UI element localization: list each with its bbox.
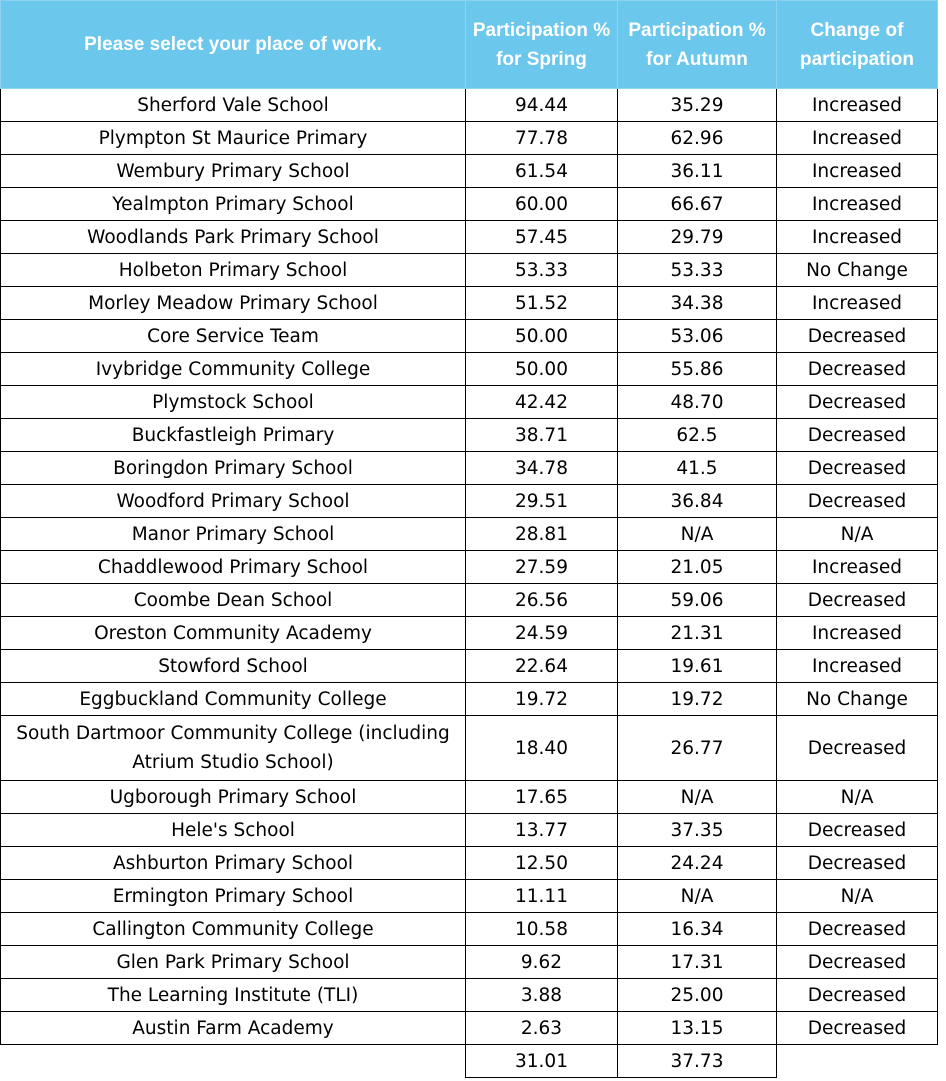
cell-change: Increased xyxy=(777,287,938,320)
cell-place: Stowford School xyxy=(1,650,466,683)
totals-blank-cell-right xyxy=(777,1045,938,1078)
table-row xyxy=(1,386,938,419)
cell-autumn: 36.84 xyxy=(618,485,777,518)
cell-spring: 18.40 xyxy=(466,716,618,781)
cell-spring: 28.81 xyxy=(466,518,618,551)
cell-change: Decreased xyxy=(777,716,938,781)
table-row xyxy=(1,946,938,979)
totals-row xyxy=(1,1045,938,1078)
cell-place: Core Service Team xyxy=(1,320,466,353)
cell-autumn: 19.72 xyxy=(618,683,777,716)
cell-place: Callington Community College xyxy=(1,913,466,946)
table-row xyxy=(1,485,938,518)
cell-change: Decreased xyxy=(777,320,938,353)
table-row xyxy=(1,155,938,188)
cell-spring: 27.59 xyxy=(466,551,618,584)
table-row xyxy=(1,419,938,452)
cell-change: Decreased xyxy=(777,584,938,617)
cell-autumn: 17.31 xyxy=(618,946,777,979)
table-row xyxy=(1,880,938,913)
cell-spring: 12.50 xyxy=(466,847,618,880)
cell-spring: 9.62 xyxy=(466,946,618,979)
cell-spring: 2.63 xyxy=(466,1012,618,1045)
cell-place: Plymstock School xyxy=(1,386,466,419)
cell-place: Holbeton Primary School xyxy=(1,254,466,287)
cell-change: No Change xyxy=(777,683,938,716)
cell-place: Hele's School xyxy=(1,814,466,847)
cell-change: Decreased xyxy=(777,946,938,979)
table-row xyxy=(1,913,938,946)
table-row xyxy=(1,353,938,386)
cell-autumn: 13.15 xyxy=(618,1012,777,1045)
cell-place: Oreston Community Academy xyxy=(1,617,466,650)
cell-place: Ashburton Primary School xyxy=(1,847,466,880)
cell-autumn: 41.5 xyxy=(618,452,777,485)
cell-place: Morley Meadow Primary School xyxy=(1,287,466,320)
cell-place: Manor Primary School xyxy=(1,518,466,551)
table-row xyxy=(1,847,938,880)
cell-autumn: 53.06 xyxy=(618,320,777,353)
cell-spring: 42.42 xyxy=(466,386,618,419)
cell-place: Eggbuckland Community College xyxy=(1,683,466,716)
header-spring: Participation % for Spring xyxy=(466,1,618,89)
header-place: Please select your place of work. xyxy=(1,1,466,89)
header-row xyxy=(1,1,938,89)
totals-blank-cell xyxy=(1,1045,466,1078)
cell-change: N/A xyxy=(777,518,938,551)
table-row xyxy=(1,650,938,683)
header-autumn: Participation % for Autumn xyxy=(618,1,777,89)
table-row xyxy=(1,814,938,847)
cell-autumn: 37.35 xyxy=(618,814,777,847)
table-row xyxy=(1,254,938,287)
table-row xyxy=(1,617,938,650)
cell-autumn: 34.38 xyxy=(618,287,777,320)
cell-place: Woodford Primary School xyxy=(1,485,466,518)
cell-place: Glen Park Primary School xyxy=(1,946,466,979)
cell-place: Sherford Vale School xyxy=(1,89,466,122)
table-row xyxy=(1,320,938,353)
cell-spring: 26.56 xyxy=(466,584,618,617)
cell-place: Ugborough Primary School xyxy=(1,781,466,814)
cell-change: Increased xyxy=(777,89,938,122)
cell-change: Increased xyxy=(777,155,938,188)
table-row xyxy=(1,188,938,221)
cell-autumn: 62.5 xyxy=(618,419,777,452)
cell-change: Increased xyxy=(777,221,938,254)
cell-autumn: 62.96 xyxy=(618,122,777,155)
cell-autumn: 59.06 xyxy=(618,584,777,617)
cell-spring: 22.64 xyxy=(466,650,618,683)
cell-autumn: 55.86 xyxy=(618,353,777,386)
table-row xyxy=(1,221,938,254)
cell-autumn: 26.77 xyxy=(618,716,777,781)
cell-change: Increased xyxy=(777,551,938,584)
cell-place: Buckfastleigh Primary xyxy=(1,419,466,452)
table-row xyxy=(1,584,938,617)
cell-autumn: N/A xyxy=(618,781,777,814)
cell-spring: 57.45 xyxy=(466,221,618,254)
cell-autumn: 36.11 xyxy=(618,155,777,188)
cell-spring: 94.44 xyxy=(466,89,618,122)
cell-spring: 51.52 xyxy=(466,287,618,320)
table-row xyxy=(1,781,938,814)
cell-spring: 19.72 xyxy=(466,683,618,716)
cell-change: Decreased xyxy=(777,452,938,485)
cell-autumn: 19.61 xyxy=(618,650,777,683)
cell-change: Decreased xyxy=(777,814,938,847)
cell-spring: 50.00 xyxy=(466,353,618,386)
cell-place: Woodlands Park Primary School xyxy=(1,221,466,254)
cell-place: The Learning Institute (TLI) xyxy=(1,979,466,1012)
cell-spring: 3.88 xyxy=(466,979,618,1012)
cell-change: Decreased xyxy=(777,386,938,419)
cell-autumn: 48.70 xyxy=(618,386,777,419)
table-row xyxy=(1,452,938,485)
cell-change: Decreased xyxy=(777,353,938,386)
cell-autumn: 25.00 xyxy=(618,979,777,1012)
cell-change: N/A xyxy=(777,880,938,913)
cell-change: Decreased xyxy=(777,1012,938,1045)
cell-place: Plympton St Maurice Primary xyxy=(1,122,466,155)
total-autumn: 37.73 xyxy=(618,1045,777,1078)
table-row xyxy=(1,287,938,320)
table-row xyxy=(1,89,938,122)
cell-spring: 77.78 xyxy=(466,122,618,155)
cell-place: South Dartmoor Community College (including Atrium Studio School) xyxy=(1,716,466,781)
cell-place: Ermington Primary School xyxy=(1,880,466,913)
table-row xyxy=(1,979,938,1012)
cell-change: Increased xyxy=(777,122,938,155)
table-row xyxy=(1,716,938,781)
cell-place: Yealmpton Primary School xyxy=(1,188,466,221)
table-row xyxy=(1,518,938,551)
cell-place: Coombe Dean School xyxy=(1,584,466,617)
cell-spring: 50.00 xyxy=(466,320,618,353)
total-spring: 31.01 xyxy=(466,1045,618,1078)
table-row xyxy=(1,1012,938,1045)
cell-autumn: 21.05 xyxy=(618,551,777,584)
cell-change: Increased xyxy=(777,188,938,221)
cell-spring: 29.51 xyxy=(466,485,618,518)
cell-place: Austin Farm Academy xyxy=(1,1012,466,1045)
cell-change: Decreased xyxy=(777,847,938,880)
cell-autumn: 66.67 xyxy=(618,188,777,221)
cell-spring: 61.54 xyxy=(466,155,618,188)
cell-autumn: 16.34 xyxy=(618,913,777,946)
cell-spring: 38.71 xyxy=(466,419,618,452)
cell-change: Decreased xyxy=(777,419,938,452)
cell-change: No Change xyxy=(777,254,938,287)
cell-place: Boringdon Primary School xyxy=(1,452,466,485)
cell-spring: 34.78 xyxy=(466,452,618,485)
cell-place: Wembury Primary School xyxy=(1,155,466,188)
header-change: Change of participation xyxy=(777,1,938,89)
cell-place: Chaddlewood Primary School xyxy=(1,551,466,584)
table-body xyxy=(1,89,938,1045)
cell-spring: 24.59 xyxy=(466,617,618,650)
cell-change: N/A xyxy=(777,781,938,814)
cell-autumn: 53.33 xyxy=(618,254,777,287)
cell-change: Decreased xyxy=(777,913,938,946)
cell-change: Increased xyxy=(777,650,938,683)
cell-place: Ivybridge Community College xyxy=(1,353,466,386)
cell-autumn: 24.24 xyxy=(618,847,777,880)
table-row xyxy=(1,551,938,584)
table-row xyxy=(1,683,938,716)
cell-autumn: N/A xyxy=(618,880,777,913)
cell-spring: 13.77 xyxy=(466,814,618,847)
cell-spring: 60.00 xyxy=(466,188,618,221)
cell-spring: 17.65 xyxy=(466,781,618,814)
cell-spring: 11.11 xyxy=(466,880,618,913)
table-row xyxy=(1,122,938,155)
cell-spring: 10.58 xyxy=(466,913,618,946)
cell-autumn: 35.29 xyxy=(618,89,777,122)
cell-autumn: N/A xyxy=(618,518,777,551)
cell-change: Increased xyxy=(777,617,938,650)
cell-change: Decreased xyxy=(777,979,938,1012)
cell-autumn: 29.79 xyxy=(618,221,777,254)
cell-change: Decreased xyxy=(777,485,938,518)
cell-spring: 53.33 xyxy=(466,254,618,287)
cell-autumn: 21.31 xyxy=(618,617,777,650)
